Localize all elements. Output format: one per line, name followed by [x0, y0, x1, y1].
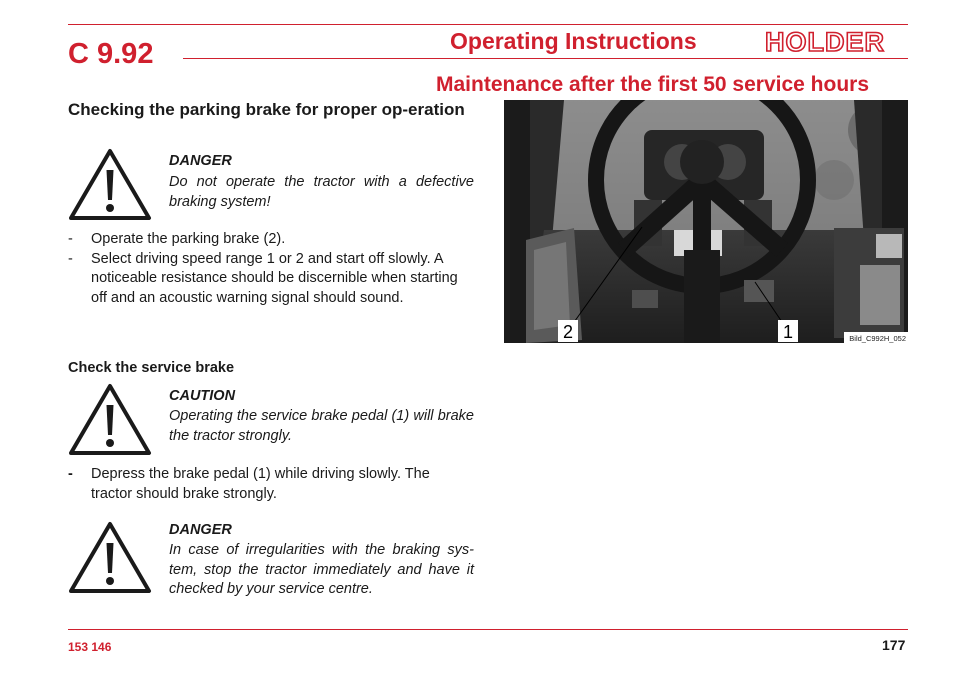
warning-triangle-icon — [68, 521, 152, 595]
figure-caption: Bild_C992H_052 — [849, 334, 906, 343]
list-bullet: - — [68, 466, 73, 482]
list-item — [68, 465, 473, 504]
step-text: Depress the brake pedal (1) while driving slowly. The tractor should brake strongly. — [91, 466, 430, 502]
list-item — [68, 250, 473, 309]
parking-brake-heading: Checking the parking brake for proper op-eration — [68, 100, 465, 119]
warning-triangle-icon — [68, 383, 152, 457]
list-bullet: - — [68, 250, 73, 267]
svg-text:HOLDER: HOLDER — [765, 29, 885, 55]
danger-text-2: In case of irregularities with the braking sys-tem, stop the tractor immediately and have it checked by your service centre. — [169, 542, 474, 597]
label-1: 1 — [782, 322, 794, 342]
footer-rule — [68, 629, 908, 630]
caution-text: Operating the service brake pedal (1) will brake the tractor strongly. — [169, 408, 474, 444]
holder-logo — [748, 29, 902, 55]
page-number: 177 — [882, 637, 906, 653]
step-text: Operate the parking brake (2). — [91, 231, 286, 247]
list-item — [68, 230, 473, 250]
section-subtitle: Maintenance after the first 50 service hours — [436, 73, 869, 96]
service-brake-steps — [68, 465, 473, 504]
list-bullet: - — [68, 231, 73, 247]
page-title: Operating Instructions — [450, 28, 697, 54]
header-top-rule — [68, 24, 908, 25]
header-mid-rule — [183, 58, 908, 59]
warning-triangle-icon — [68, 148, 152, 222]
caution-heading: CAUTION — [169, 388, 236, 404]
parking-brake-steps — [68, 230, 473, 308]
danger-heading-2: DANGER — [169, 522, 232, 538]
danger-heading-1: DANGER — [169, 153, 232, 169]
tractor-cab-photo — [504, 100, 908, 343]
service-brake-heading: Check the service brake — [68, 360, 235, 376]
label-2: 2 — [562, 322, 574, 342]
danger-text-1: Do not operate the tractor with a defective braking system! — [169, 174, 474, 210]
document-number: 153 146 — [68, 640, 112, 654]
model-number: C 9.92 — [68, 38, 154, 70]
step-text: Select driving speed range 1 or 2 and start off slowly. A noticeable resistance should be discernible when starting off and an acoustic warning signal should sound. — [91, 250, 458, 306]
